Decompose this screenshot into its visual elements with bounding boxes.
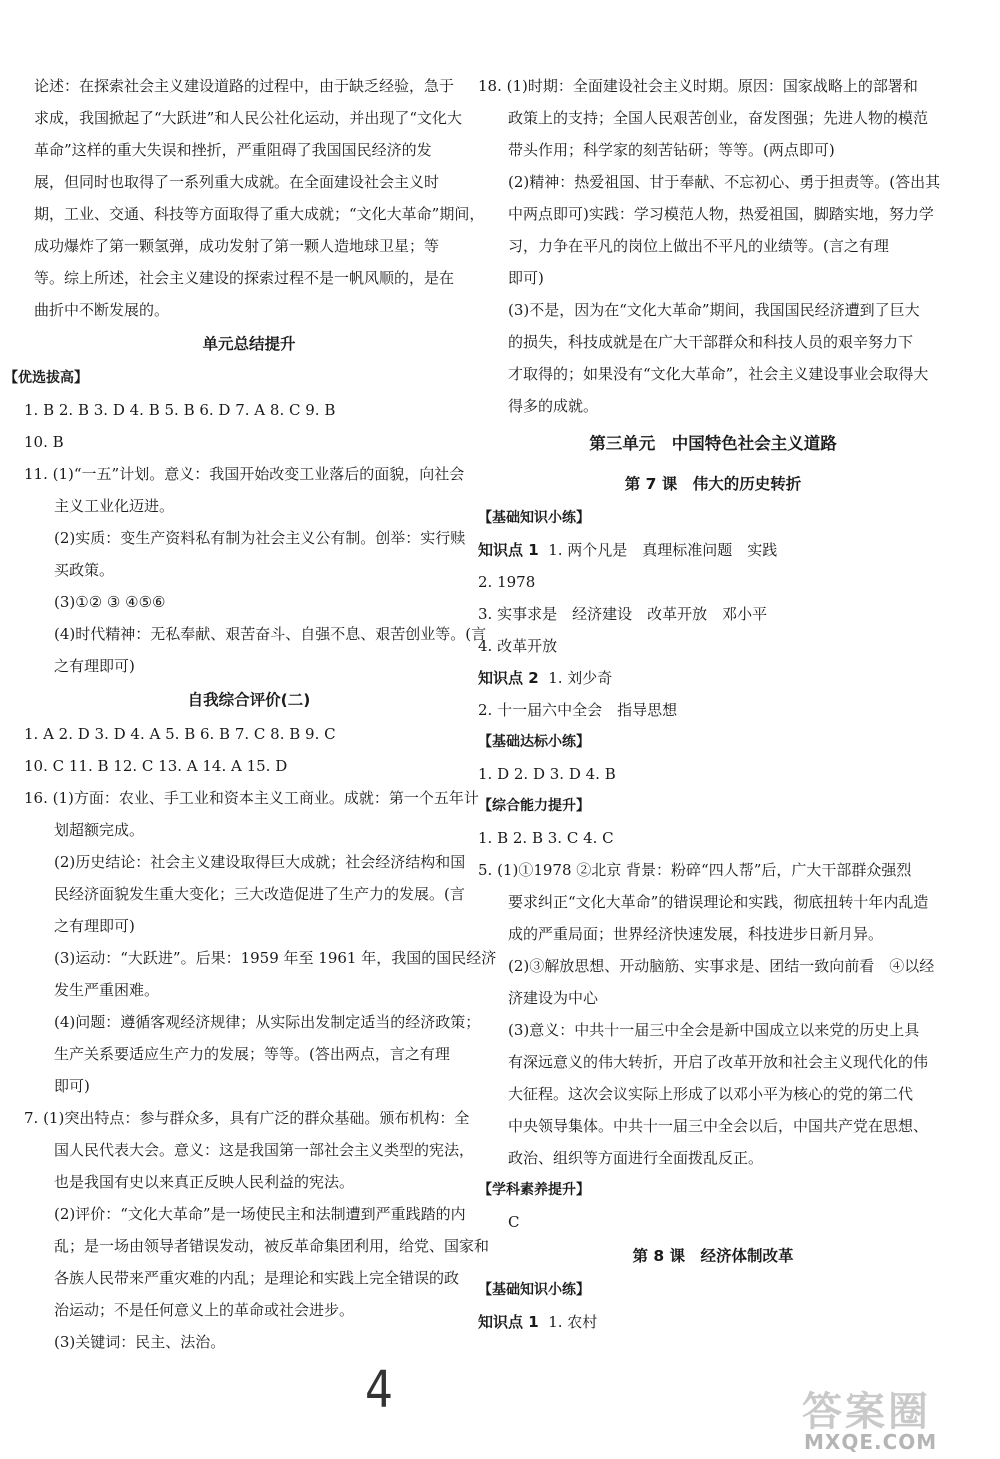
kp1-rest <box>478 566 948 662</box>
text-line: 1. B 2. B 3. C 4. C <box>478 829 614 847</box>
kp1-label: 知识点 1 <box>478 541 539 559</box>
text-line: (2)精神：热爱祖国、甘于奉献、不忘初心、勇于担责等。(答出其 <box>508 173 941 191</box>
kp2-rest <box>478 694 948 726</box>
text-line: 才取得的；如果没有“文化大革命”，社会主义建设事业会取得大 <box>508 365 929 383</box>
text-line: 政策上的支持；全国人民艰苦创业，奋发图强；先进人物的模范 <box>508 109 929 127</box>
lesson8-title: 第 8 课 经济体制改革 <box>632 1247 794 1265</box>
text-line: 中央领导集体。中共十一届三中全会以后，中国共产党在思想、 <box>508 1117 929 1135</box>
self-eval-title: 自我综合评价(二) <box>187 691 311 709</box>
text-line: (2)③解放思想、开动脑筋、实事求是、团结一致向前看 ④以经 <box>508 957 935 975</box>
text-line: 1. B 2. B 3. D 4. B 5. B 6. D 7. A 8. C 9. B <box>24 401 336 419</box>
kp1-first: 1. 两个凡是 真理标准问题 实践 <box>548 541 778 559</box>
text-line: 即可) <box>508 269 544 287</box>
text-line: 10. C 11. B 12. C 13. A 14. A 15. D <box>24 757 288 775</box>
text-line: 民经济面貌发生重大变化；三大改造促进了生产力的发展。(言 <box>54 885 465 903</box>
youxuan-answers <box>24 394 487 682</box>
text-line: (3)①② ③ ④⑤⑥ <box>54 593 166 611</box>
q18-answer <box>478 70 948 422</box>
unit-summary-title: 单元总结提升 <box>202 335 296 353</box>
text-line: 得多的成就。 <box>508 397 599 415</box>
page-number: 4 <box>365 1361 393 1420</box>
comprehensive-answers <box>478 822 948 1174</box>
text-line: (4)时代精神：无私奉献、艰苦奋斗、自强不息、艰苦创业等。(言 <box>54 625 487 643</box>
text-line: (3)运动：“大跃进”。后果：1959 年至 1961 年，我国的国民经济 <box>54 949 497 967</box>
text-line: 18. (1)时期：全面建设社会主义时期。原因：国家战略上的部署和 <box>478 77 918 95</box>
text-line: 生产关系要适应生产力的发展；等等。(答出两点，言之有理 <box>54 1045 450 1063</box>
text-line: 乱；是一场由领导者错误发动，被反革命集团利用，给党、国家和 <box>54 1237 490 1255</box>
kp2-label: 知识点 2 <box>478 669 539 687</box>
text-line: 要求纠正“文化大革命”的错误理论和实践，彻底扭转十年内乱造 <box>508 893 929 911</box>
self-eval-answers <box>24 718 497 1358</box>
lesson8-kp1-label: 知识点 1 <box>478 1313 539 1331</box>
text-line: 中两点即可)实践：学习模范人物，热爱祖国，脚踏实地，努力学 <box>508 205 934 223</box>
text-line: 革命”这样的重大失误和挫折，严重阻碍了我国国民经济的发 <box>34 141 432 159</box>
text-line: 2. 1978 <box>478 573 536 591</box>
lesson8-basic-label: 【基础知识小练】 <box>478 1282 590 1298</box>
text-line: 11. (1)“一五”计划。意义：我国开始改变工业落后的面貌，向社会 <box>24 465 465 483</box>
text-line: 展，但同时也取得了一系列重大成就。在全面建设社会主义时 <box>34 173 440 191</box>
text-line: 7. (1)突出特点：参与群众多，具有广泛的群众基础。颁布机构：全 <box>24 1109 470 1127</box>
text-line: 大征程。这次会议实际上形成了以邓小平为核心的党的第二代 <box>508 1085 914 1103</box>
basic-target-label: 【基础达标小练】 <box>478 734 590 750</box>
text-line: 2. 十一届六中全会 指导思想 <box>478 701 678 719</box>
text-line: 16. (1)方面：农业、手工业和资本主义工商业。成就：第一个五年计 <box>24 789 479 807</box>
lesson7-title: 第 7 课 伟大的历史转折 <box>624 475 802 493</box>
text-line: 济建设为中心 <box>508 989 599 1007</box>
text-line: 等。综上所述，社会主义建设的探索过程不是一帆风顺的，是在 <box>34 269 455 287</box>
text-line: 划超额完成。 <box>54 821 145 839</box>
lesson8-kp1-line <box>478 1306 948 1338</box>
text-line: (3)不是，因为在“文化大革命”期间，我国国民经济遭到了巨大 <box>508 301 920 319</box>
text-line: (3)意义：中共十一届三中全会是新中国成立以来党的历史上具 <box>508 1021 920 1039</box>
text-line: 国人民代表大会。意义：这是我国第一部社会主义类型的宪法， <box>54 1141 475 1159</box>
kp2-first: 1. 刘少奇 <box>548 669 613 687</box>
essay-answer <box>24 70 485 326</box>
text-line: 政治、组织等方面进行全面拨乱反正。 <box>508 1149 764 1167</box>
text-line: 10. B <box>24 433 64 451</box>
text-line: 5. (1)①1978 ②北京 背景：粉碎“四人帮”后，广大干部群众强烈 <box>478 861 912 879</box>
text-line: (2)实质：变生产资料私有制为社会主义公有制。创举：实行赎 <box>54 529 466 547</box>
left-column <box>4 70 497 1358</box>
text-line: 成功爆炸了第一颗氢弹，成功发射了第一颗人造地球卫星；等 <box>34 237 440 255</box>
text-line: 求成，我国掀起了“大跃进”和人民公社化运动，并出现了“文化大 <box>34 109 463 127</box>
text-line: 也是我国有史以来真正反映人民利益的宪法。 <box>54 1173 355 1191</box>
text-line: 即可) <box>54 1077 90 1095</box>
basic-target-answers: 1. D 2. D 3. D 4. B <box>478 765 616 783</box>
text-line: 期，工业、交通、科技等方面取得了重大成就；“文化大革命”期间， <box>34 205 485 223</box>
kp2-first-line <box>478 662 948 694</box>
youxuan-label: 【优选拔高】 <box>4 370 88 386</box>
text-line: 成的严重局面；世界经济快速发展，科技进步日新月异。 <box>508 925 884 943</box>
text-line: 发生严重困难。 <box>54 981 160 999</box>
text-line: (2)历史结论：社会主义建设取得巨大成就；社会经济结构和国 <box>54 853 466 871</box>
text-line: 习，力争在平凡的岗位上做出不平凡的业绩等。(言之有理 <box>508 237 889 255</box>
comprehensive-label: 【综合能力提升】 <box>478 798 590 814</box>
text-line: 曲折中不断发展的。 <box>34 301 170 319</box>
right-column <box>478 70 948 1338</box>
text-line: 带头作用；科学家的刻苦钻研；等等。(两点即可) <box>508 141 835 159</box>
text-line: 3. 实事求是 经济建设 改革开放 邓小平 <box>478 605 768 623</box>
text-line: 4. 改革开放 <box>478 637 558 655</box>
kp1-first-line <box>478 534 948 566</box>
text-line: 有深远意义的伟大转折，开启了改革开放和社会主义现代化的伟 <box>508 1053 929 1071</box>
text-line: 的损失，科技成就是在广大干部群众和科技人员的艰辛努力下 <box>508 333 914 351</box>
watermark-logo-text: 答案圈 <box>802 1389 931 1435</box>
basic-knowledge-label: 【基础知识小练】 <box>478 510 590 526</box>
watermark-url: MXQE.COM <box>804 1430 938 1454</box>
watermark <box>792 1389 997 1457</box>
text-line: 之有理即可) <box>54 657 135 675</box>
text-line: 各族人民带来严重灾难的内乱；是理论和实践上完全错误的政 <box>54 1269 460 1287</box>
text-line: 之有理即可) <box>54 917 135 935</box>
literacy-label: 【学科素养提升】 <box>478 1182 590 1198</box>
text-line: (4)问题：遵循客观经济规律；从实际出发制定适当的经济政策； <box>54 1013 481 1031</box>
text-line: (2)评价：“文化大革命”是一场使民主和法制遭到严重践踏的内 <box>54 1205 466 1223</box>
text-line: (3)关键词：民主、法治。 <box>54 1333 226 1351</box>
literacy-answer: C <box>508 1213 520 1231</box>
text-line: 论述：在探索社会主义建设道路的过程中，由于缺乏经验，急于 <box>34 77 455 95</box>
text-line: 治运动；不是任何意义上的革命或社会进步。 <box>54 1301 355 1319</box>
text-line: 买政策。 <box>54 561 115 579</box>
text-line: 主义工业化迈进。 <box>54 497 175 515</box>
lesson8-kp1-first: 1. 农村 <box>548 1313 598 1331</box>
unit3-title: 第三单元 中国特色社会主义道路 <box>589 434 837 453</box>
text-line: 1. A 2. D 3. D 4. A 5. B 6. B 7. C 8. B 9. C <box>24 725 336 743</box>
